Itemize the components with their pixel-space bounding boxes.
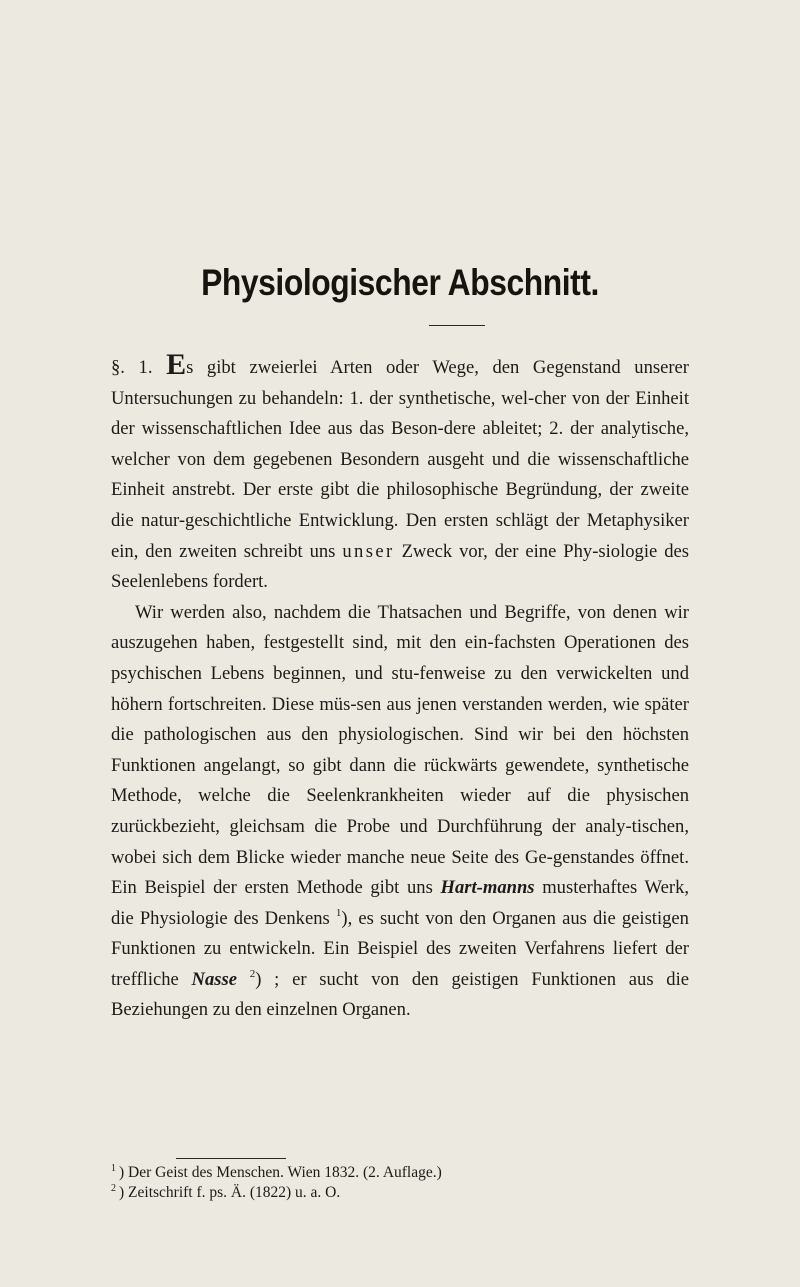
footnote-2 [111,1183,689,1203]
title-rule [429,325,485,326]
section-number: §. 1. [111,357,153,378]
paragraph-1-text-b: Zweck vor, der eine Phy-siologie des Seelenlebens fordert. [111,540,689,593]
name-hartmanns: Hart-manns [440,877,535,899]
footnote-ref-2[interactable]: 2 [249,967,256,980]
footnote-text-2: ) Zeitschrift f. ps. Ä. (1822) u. a. O. [119,1184,341,1201]
paragraph-2-text-d: ) ; er sucht von den geistigen Funktionen aus die Beziehungen zu den einzelnen Organen. [111,968,690,1021]
footnote-mark-2: 2 [111,1183,116,1194]
paragraph-1-text-a: s gibt zweierlei Arten oder Wege, den Gegenstand unserer Untersuchungen zu behandeln: 1. der synthetische, wel-cher von der Einheit der wissenschaftlichen Idee aus das Beson-dere ableitet; 2. der analytische, welcher von dem gegebenen Besondern ausgeht und die wissenschaftliche Einheit anstrebt. Der erste gibt die philosophische Begründung, der zweite die natur-geschichtliche Entwicklung. Den ersten schlägt der Metaphysiker ein, den zweiten schreibt uns [111,357,689,562]
paragraph-1 [111,348,689,598]
paragraph-2-text-a: Wir werden also, nachdem die Thatsachen und Begriffe, von denen wir auszugehen haben, festgestellt sind, mit den ein-fachsten Operationen des psychischen Lebens beginnen, und stu-fenweise zu den verwickelten und höhern fortschreiten. Diese müs-sen aus jenen verstanden werden, wie später die pathologischen aus den physiologischen. Sind wir bei den höchsten Funktionen angelangt, so gibt dann die rückwärts gewendete, synthetische Methode, welche die Seelenkrankheiten wieder auf die physischen zurückbezieht, gleichsam die Probe und Durchführung der analy-tischen, wobei sich dem Blicke wieder manche neue Seite des Ge-genstandes öffnet. Ein Beispiel der ersten Methode gibt uns [111,601,689,899]
name-nasse: Nasse [191,968,237,990]
page-title: Physiologischer Abschnitt. [201,262,599,303]
footnote-ref-1[interactable]: 1 [335,906,342,919]
footnote-text-1: ) Der Geist des Menschen. Wien 1832. (2. Auflage.) [119,1164,442,1181]
emphasis-unser: unser [342,540,395,562]
footnote-rule [176,1158,286,1159]
initial-letter: E [166,348,187,381]
paragraph-2-text-c: ), es sucht von den Organen aus die geistigen Funktionen zu entwickeln. Ein Beispiel des zweiten Verfahrens liefert der treffliche [111,907,689,990]
footnote-1 [111,1163,689,1183]
paragraph-2 [111,598,689,1026]
footnote-mark-1: 1 [111,1163,116,1174]
footnotes [111,1163,689,1203]
body-text [111,348,690,1026]
paragraph-2-text-b: musterhaftes Werk, die Physiologie des Denkens [111,877,690,929]
